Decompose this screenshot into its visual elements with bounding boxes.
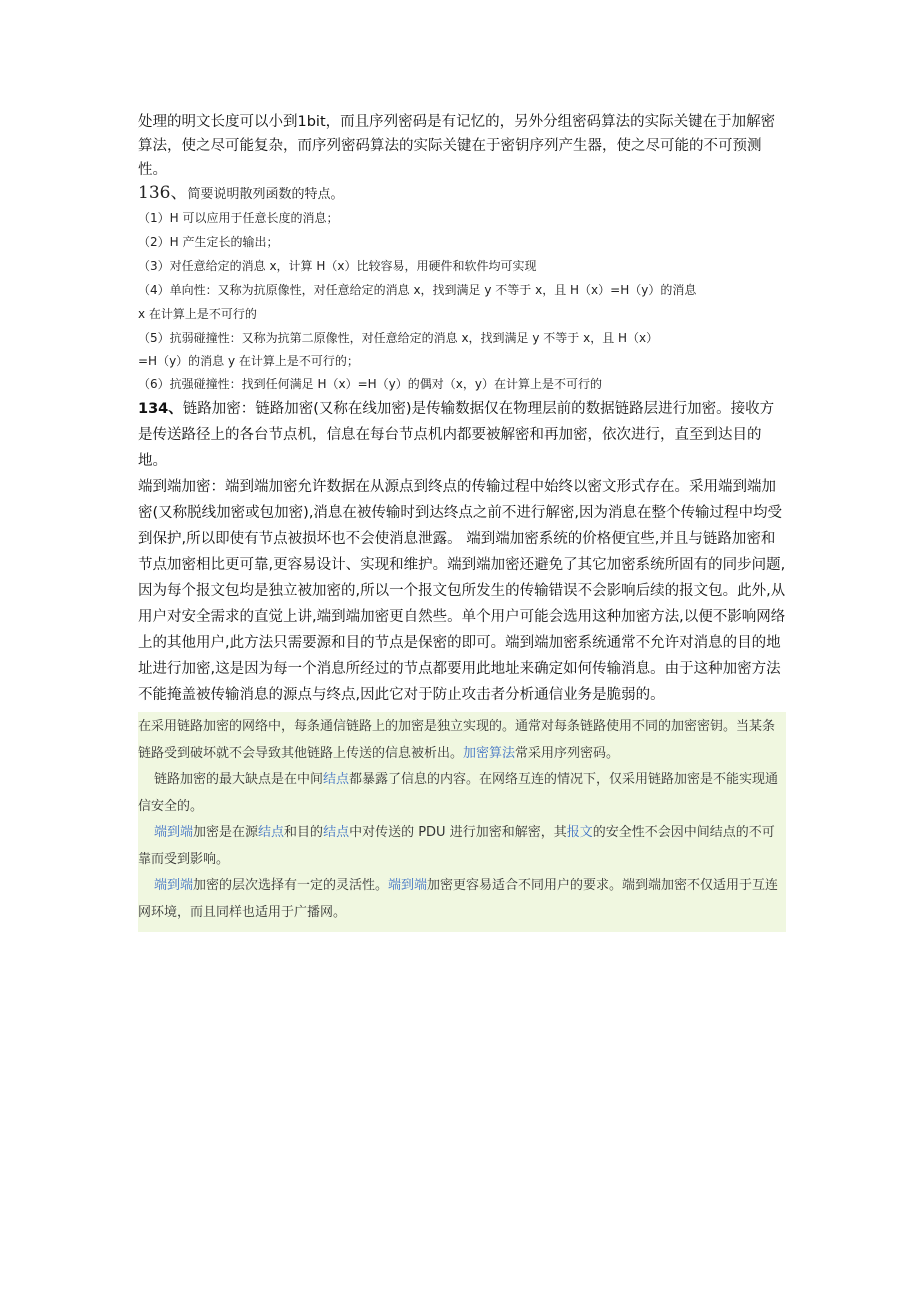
link-end-to-end[interactable]: 端到端	[154, 825, 194, 840]
note-text: 加密的层次选择有一定的灵活性。	[193, 878, 389, 893]
note-text: 加密更容易适合不同用户的要求。端到端加密不仅适用于互连网环境，而且同样也适用于广播网。	[138, 878, 779, 920]
note-paragraph-1	[138, 714, 784, 767]
link-message[interactable]: 报文	[566, 825, 593, 840]
hash-property-4-cont: x 在计算上是不可行的	[138, 307, 257, 321]
note-text: 加密是在源	[193, 825, 259, 840]
hash-property-4: （4）单向性：又称为抗原像性，对任意给定的消息 x，找到满足 y 不等于 x，且 H（x）=H（y）的消息	[138, 283, 697, 297]
link-node[interactable]: 结点	[323, 825, 350, 840]
hash-property-1: （1）H 可以应用于任意长度的消息；	[138, 211, 339, 225]
note-paragraph-3	[138, 820, 784, 873]
question-text: 简要说明散列函数的特点。	[187, 187, 344, 202]
note-text: 中对传送的 PDU 进行加密和解密，其	[349, 825, 567, 840]
note-text: 在采用链路加密的网络中，每条通信链路上的加密是独立实现的。通常对每条链路使用不同的加密密钥。当某条链路受到破坏就不会导致其他链路上传送的信息被析出。	[138, 719, 776, 761]
hash-property-5-cont: =H（y）的消息 y 在计算上是不可行的；	[138, 354, 359, 368]
note-text: 链路加密的最大缺点是在中间	[154, 772, 324, 787]
hash-property-6: （6）抗强碰撞性：找到任何满足 H（x）=H（y）的偶对（x，y）在计算上是不可行的	[138, 377, 602, 391]
note-paragraph-2	[138, 767, 784, 820]
link-end-to-end[interactable]: 端到端	[154, 878, 194, 893]
question-136	[138, 182, 788, 206]
intro-paragraph: 处理的明文长度可以小到1bit，而且序列密码是有记忆的，另外分组密码算法的实际关键在于加解密算法，使之尽可能复杂，而序列密码算法的实际关键在于密钥序列产生器，使之尽可能的不可预测性。	[138, 114, 776, 178]
link-end-to-end[interactable]: 端到端	[388, 878, 428, 893]
note-text: 都暴露了信息的内容。在网络互连的情况下，仅采用链路加密是不能实现通信安全的。	[138, 772, 779, 814]
highlighted-notes	[138, 712, 786, 932]
link-node[interactable]: 结点	[258, 825, 285, 840]
note-text: 的安全性不会因中间结点的不可靠而受到影响。	[138, 825, 775, 867]
note-text: 和目的	[284, 825, 324, 840]
note-text: 常采用序列密码。	[515, 745, 620, 761]
link-node[interactable]: 结点	[323, 772, 350, 787]
note-paragraph-4	[138, 873, 784, 926]
hash-property-5: （5）抗弱碰撞性：又称为抗第二原像性，对任意给定的消息 x，找到满足 y 不等于 x，且 H（x）	[138, 331, 659, 345]
hash-property-3: （3）对任意给定的消息 x，计算 H（x）比较容易，用硬件和软件均可实现	[138, 259, 537, 273]
document-page	[138, 110, 788, 932]
section-number: 134、	[138, 401, 183, 417]
question-number: 136、	[138, 183, 188, 203]
hash-property-2: （2）H 产生定长的输出；	[138, 235, 279, 249]
link-encryption-text: 链路加密：链路加密(又称在线加密)是传输数据仅在物理层前的数据链路层进行加密。接收方是传送路径上的各台节点机，信息在每台节点机内都要被解密和再加密，依次进行，直至到达目的地。	[138, 401, 775, 469]
end-to-end-paragraph: 端到端加密：端到端加密允许数据在从源点到终点的传输过程中始终以密文形式存在。采用端到端加密(又称脱线加密或包加密),消息在被传输时到达终点之前不进行解密,因为消息在整个传输过程中均受到保护,所以即使有节点被损坏也不会使消息泄露。 端到端加密系统的价格便宜些,并且与链路加密和节点加密相比更可靠,更容易设计、实现和维护。端到端加密还避免了其它加密系统所固有的同步问题,因为每个报文包均是独立被加密的,所以一个报文包所发生的传输错误不会影响后续的报文包。此外,从用户对安全需求的直觉上讲,端到端加密更自然些。单个用户可能会选用这种加密方法,以便不影响网络上的其他用户,此方法只需要源和目的节点是保密的即可。端到端加密系统通常不允许对消息的目的地址进行加密,这是因为每一个消息所经过的节点都要用此地址来确定如何传输消息。由于这种加密方法不能掩盖被传输消息的源点与终点,因此它对于防止攻击者分析通信业务是脆弱的。	[138, 479, 786, 703]
link-encryption-algorithm[interactable]: 加密算法	[463, 745, 516, 761]
link-encryption-paragraph	[138, 396, 788, 474]
